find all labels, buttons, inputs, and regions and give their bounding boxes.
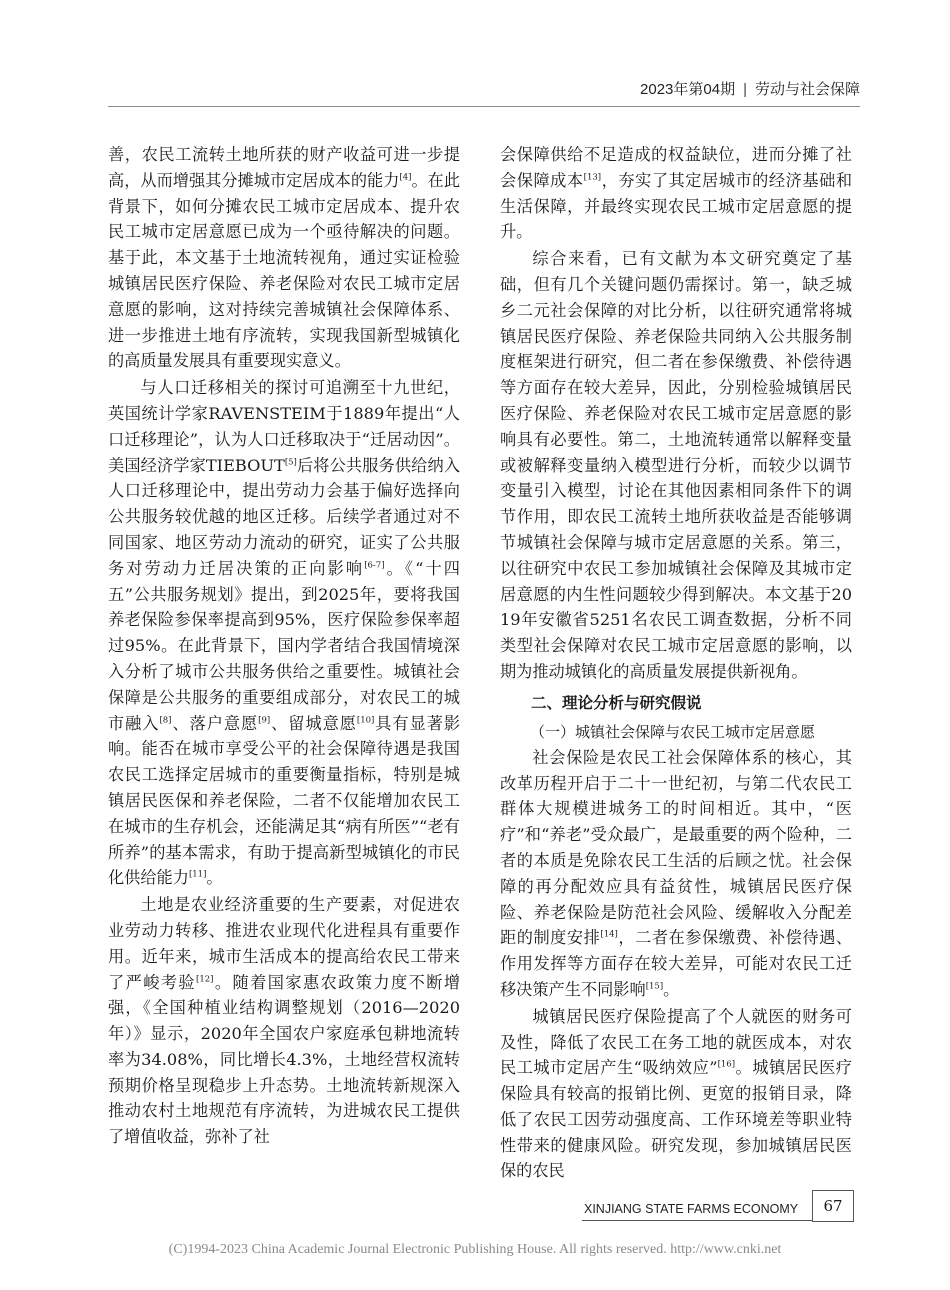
text-run: 与人口迁移相关的探讨可追溯至十九世纪，英国统计学家RAVENSTEIM于1889年提出“人口迁移理论”，认为人口迁移取决于“迁居动因”。美国经济学家TIEBOUT <box>108 378 460 475</box>
citation-ref: [12] <box>196 974 214 985</box>
text-run: ，夯实了其定居城市的经济基础和生活保障，并最终实现农民工城市定居意愿的提升。 <box>500 170 853 242</box>
citation-ref: [14] <box>600 929 618 940</box>
journal-title-cn: 劳动与社会保障 <box>754 81 860 98</box>
paragraph <box>108 142 460 374</box>
citation-ref: [5] <box>284 457 297 468</box>
journal-title-en: XINJIANG STATE FARMS ECONOMY <box>584 1202 799 1216</box>
text-run: 、落户意愿 <box>171 713 259 733</box>
paragraph <box>108 375 460 891</box>
citation-ref: [4] <box>399 172 412 183</box>
paragraph <box>500 745 852 1003</box>
text-run: 善，农民工流转土地所获的财产收益可进一步提高，从而增强其分摊城市定居成本的能力 <box>108 145 460 190</box>
paragraph <box>500 246 852 685</box>
citation-ref: [11] <box>188 869 207 880</box>
text-run: 会保障供给不足造成的权益缺位，进而分摊了社会保障成本 <box>500 145 852 190</box>
text-run: 社会保险是农民工社会保障体系的核心，其改革历程开启于二十一世纪初，与第二代农民工群体大规模进城务工的时间相近。其中，“医疗”和“养老”受众最广，是最重要的两个险种，二者的本质是免除农民工生活的后顾之忧。社会保障的再分配效应具有益贫性，城镇居民医疗保险、养老保险是防范社会风险、缓解收入分配差距的制度安排 <box>500 747 852 948</box>
section-heading: 二、理论分析与研究假说 <box>531 694 702 712</box>
citation-ref: [6-7] <box>364 560 385 571</box>
text-run: 。随着国家惠农政策力度不断增强，《全国种植业结构调整规划（2016—2020年）》显示，2020年全国农户家庭承包耕地流转率为34.08%，同比增长4.3%，土地经营权流转预期价格呈现稳步上升态势。土地流转新规深入推动农村土地规范有序流转，为进城农民工提供了增值收益，弥补了社 <box>108 972 461 1147</box>
text-run: 土地是农业经济重要的生产要素，对促进农业劳动力转移、推进农业现代化进程具有重要作用。近年来，城市生活成本的提高给农民工带来了严峻考验 <box>108 895 460 992</box>
running-header <box>640 78 860 99</box>
text-run: 、留城意愿 <box>270 713 357 733</box>
text-run: 。《“十四五”公共服务规划》提出，到2025年，要将我国养老保险参保率提高到95%，医疗保险参保率超过95%。在此背景下，国内学者结合我国情境深入分析了城市公共服务供给之重要性。城镇社会保障是公共服务的重要组成部分，对农民工的城市融入 <box>108 558 460 733</box>
footer-rule <box>582 1220 812 1221</box>
issue-label: 2023年第04期 <box>640 81 736 98</box>
text-run: 具有显著影响。能否在城市享受公平的社会保障待遇是我国农民工选择定居城市的重要衡量指标，特别是城镇居民医保和养老保险，二者不仅能增加农民工在城市的生存机会，还能满足其“病有所医”“老有所养”的基本需求，有助于提高新型城镇化的市民化供给能力 <box>108 713 461 888</box>
copyright-notice: (C)1994-2023 China Academic Journal Electronic Publishing House. All rights reserved. http://www.cnki.net <box>168 1242 782 1257</box>
right-column <box>500 142 852 1184</box>
left-column <box>108 142 460 1150</box>
citation-ref: [16] <box>717 1059 736 1070</box>
paragraph <box>500 1004 852 1185</box>
header-rule <box>108 106 860 107</box>
citation-ref: [10] <box>356 715 375 726</box>
page-number: 67 <box>812 1190 854 1222</box>
page-footer <box>582 1190 860 1226</box>
text-run: 。 <box>206 868 223 888</box>
text-run: 。 <box>663 979 680 999</box>
text-run: 综合来看，已有文献为本文研究奠定了基础，但有几个关键问题仍需探讨。第一，缺乏城乡二元社会保障的对比分析，以往研究通常将城镇居民医疗保险、养老保险共同纳入公共服务制度框架进行研究，但二者在参保缴费、补偿待遇等方面存在较大差异，因此，分别检验城镇居民医疗保险、养老保险对农民工城市定居意愿的影响具有必要性。第二，土地流转通常以解释变量或被解释变量纳入模型进行分析，而较少以调节变量引入模型，讨论在其他因素相同条件下的调节作用，即农民工流转土地所获收益是否能够调节城镇社会保障与城市定居意愿的关系。第三，以往研究中农民工参加城镇社会保障及其城市定居意愿的内生性问题较少得到解决。本文基于2019年安徽省5251名农民工调查数据，分析不同类型社会保障对农民工城市定居意愿的影响，以期为推动城镇化的高质量发展提供新视角。 <box>500 249 852 681</box>
header-separator: | <box>743 81 747 98</box>
citation-ref: [8] <box>159 715 172 726</box>
text-run: ，二者在参保缴费、补偿待遇、作用发挥等方面存在较大差异，可能对农民工迁移决策产生不同影响 <box>500 928 853 999</box>
paragraph <box>108 892 460 1150</box>
paragraph <box>500 142 852 245</box>
text-run: 。城镇居民医疗保险具有较高的报销比例、更宽的报销目录，降低了农民工因劳动强度高、工作环境差等职业特性带来的健康风险。研究发现，参加城镇居民医保的农民 <box>500 1058 852 1181</box>
subsection-heading: （一）城镇社会保障与农民工城市定居意愿 <box>530 722 816 741</box>
text-run: 城镇居民医疗保险提高了个人就医的财务可及性，降低了农民工在务工地的就医成本，对农民工城市定居产生“吸纳效应” <box>500 1006 852 1078</box>
citation-ref: [9] <box>258 715 271 726</box>
citation-ref: [15] <box>645 981 664 992</box>
text-run: 后将公共服务供给纳入人口迁移理论中，提出劳动力会基于偏好选择向公共服务较优越的地区迁移。后续学者通过对不同国家、地区劳动力流动的研究，证实了公共服务对劳动力迁居决策的正向影响 <box>108 455 461 578</box>
citation-ref: [13] <box>583 172 602 183</box>
text-run: 。在此背景下，如何分摊农民工城市定居成本、提升农民工城市定居意愿已成为一个亟待解决的问题。基于此，本文基于土地流转视角，通过实证检验城镇居民医疗保险、养老保险对农民工城市定居意愿的影响，这对持续完善城镇社会保障体系、进一步推进土地有序流转，实现我国新型城镇化的高质量发展具有重要现实意义。 <box>108 170 461 371</box>
